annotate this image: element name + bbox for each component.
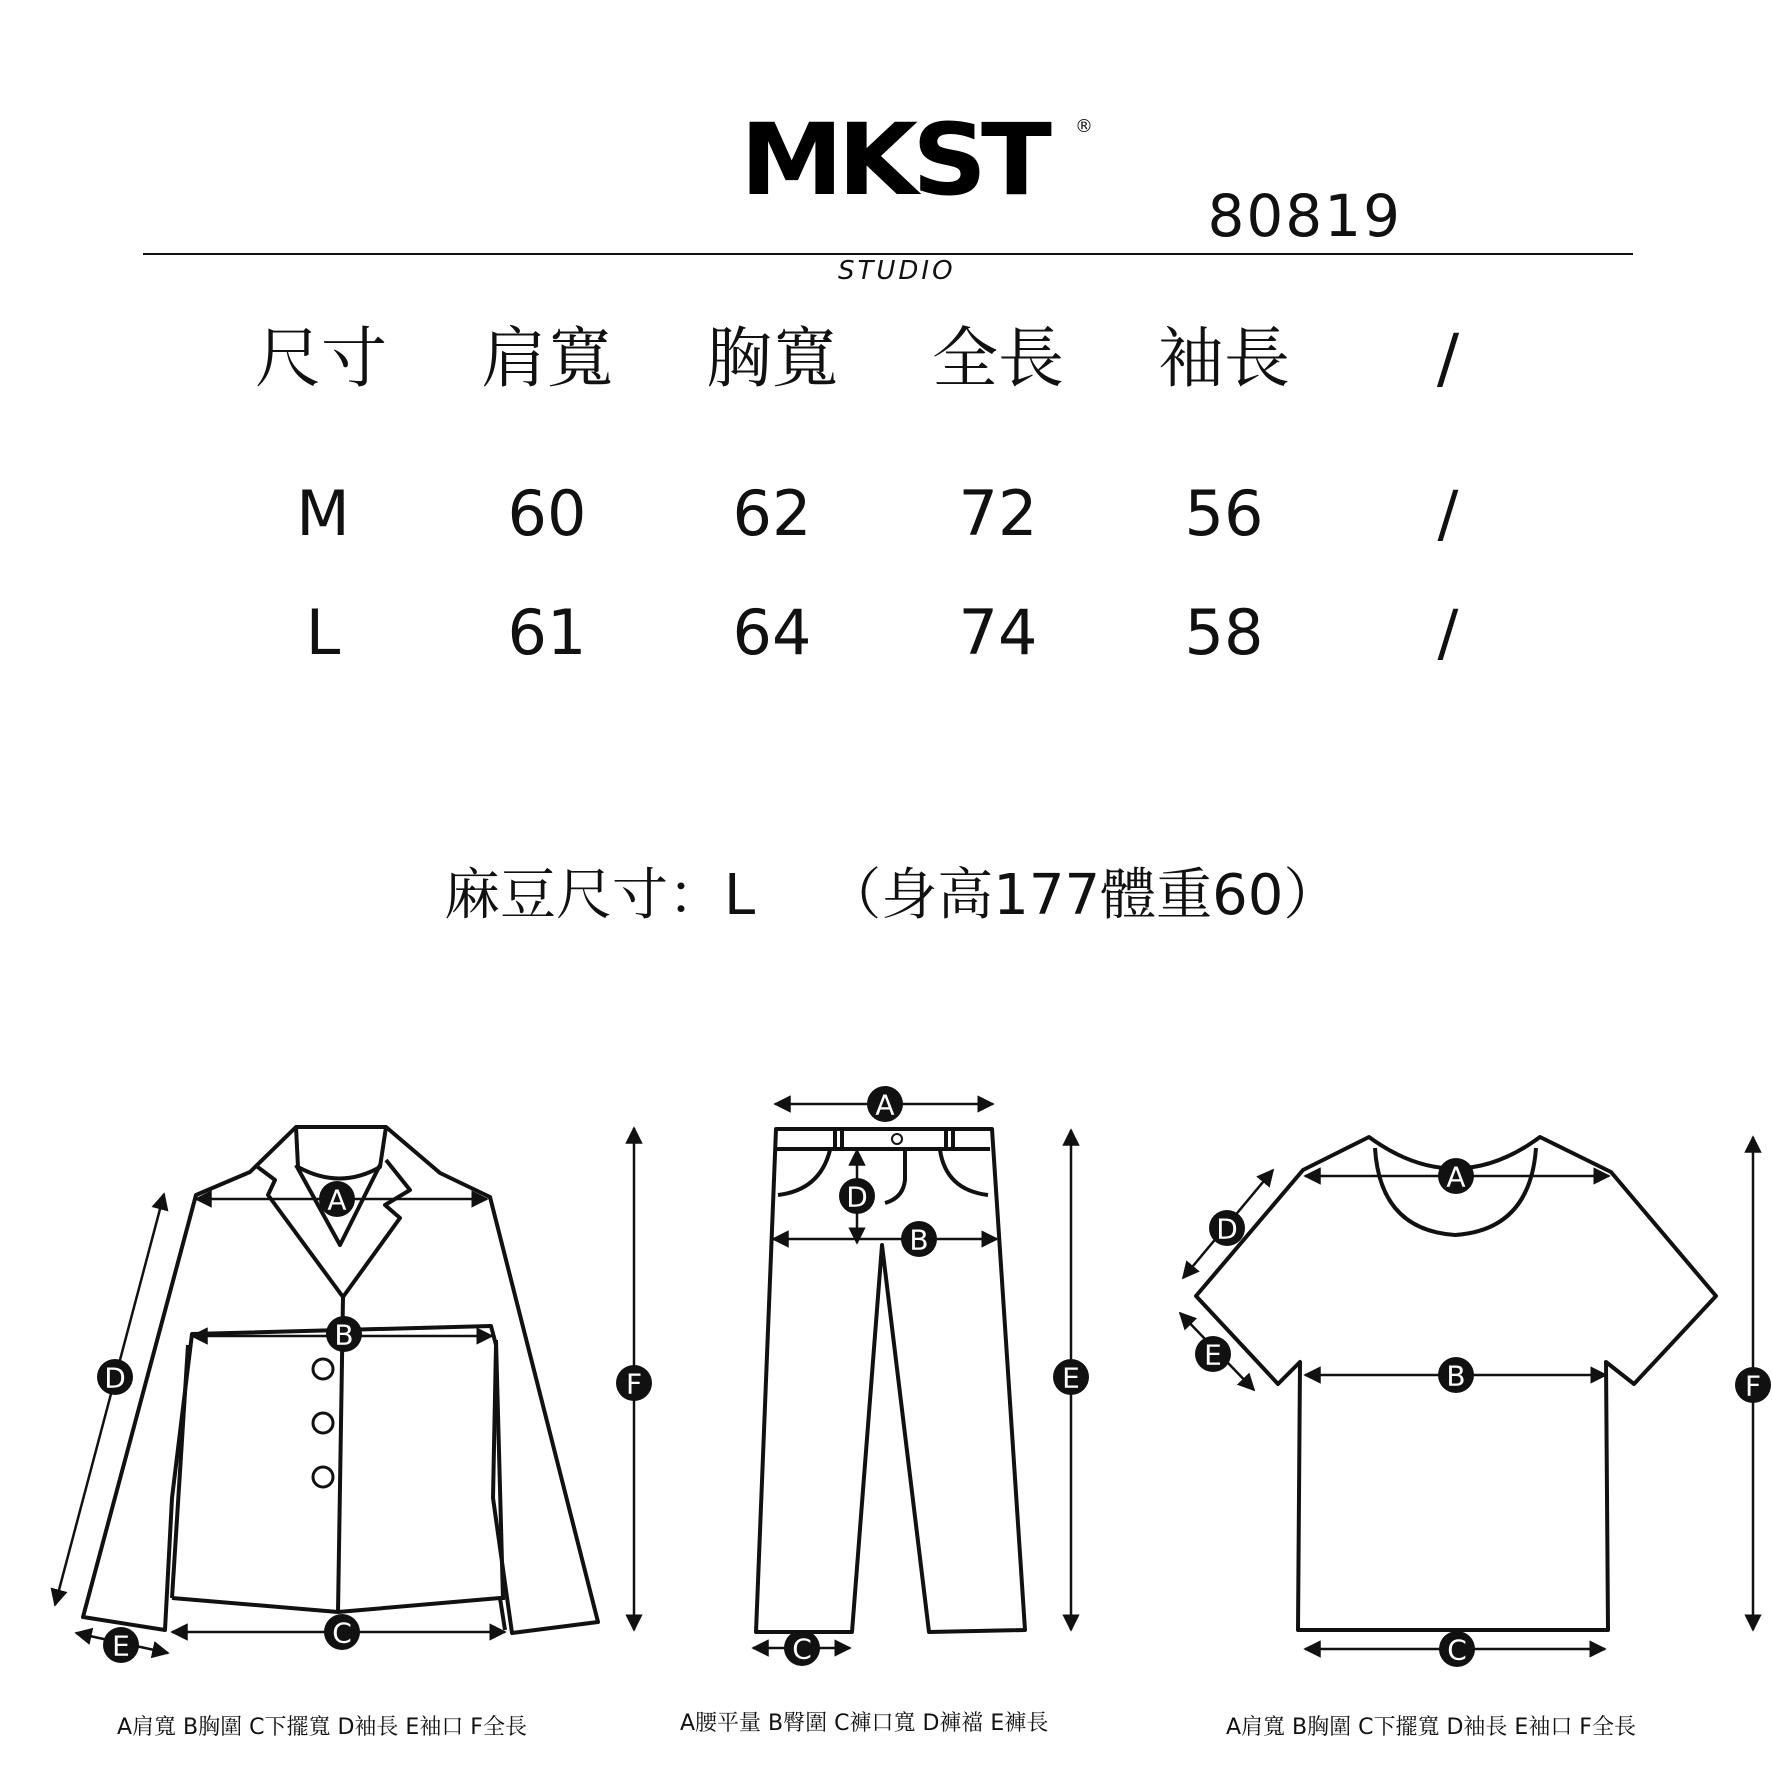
- tshirt-labels: [1195, 1158, 1771, 1667]
- pants-diagram: [756, 1129, 1025, 1632]
- label-letter: C: [1447, 1633, 1467, 1667]
- pants-labels: [784, 1086, 1089, 1666]
- label-letter: A: [875, 1088, 895, 1122]
- table-cell: 74: [958, 596, 1038, 669]
- button-icon: [313, 1467, 333, 1487]
- model-size-label: 麻豆尺寸：L: [444, 863, 756, 928]
- table-header-sleeve: 袖長: [1158, 320, 1290, 397]
- table-header-length: 全長: [932, 320, 1064, 397]
- table-cell: /: [1437, 596, 1459, 669]
- label-letter: A: [1446, 1160, 1466, 1194]
- table-cell: L: [305, 596, 341, 669]
- table-cell: M: [296, 477, 350, 550]
- table-cell: 60: [507, 477, 587, 550]
- tshirt-caption: A肩寬 B胸圍 C下擺寬 D袖長 E袖口 F全長: [1226, 1715, 1636, 1740]
- label-letter: E: [1204, 1338, 1222, 1372]
- table-cell: 64: [732, 596, 812, 669]
- jacket-caption: A肩寬 B胸圍 C下擺寬 D袖長 E袖口 F全長: [117, 1715, 527, 1740]
- registered-mark: ®: [1075, 116, 1093, 137]
- table-header-size: 尺寸: [255, 320, 387, 397]
- table-cell: /: [1437, 477, 1459, 550]
- logo-subtitle: STUDIO: [838, 256, 956, 286]
- pants-caption: A腰平量 B臀圍 C褲口寬 D褲襠 E褲長: [680, 1711, 1049, 1736]
- button-icon: [313, 1359, 333, 1379]
- label-letter: E: [1062, 1361, 1080, 1395]
- product-code: 80819: [1207, 182, 1402, 250]
- label-letter: F: [1744, 1369, 1762, 1403]
- table-cell: 62: [732, 477, 812, 550]
- label-letter: D: [104, 1361, 126, 1395]
- pants-outline: [756, 1129, 1025, 1632]
- label-letter: E: [112, 1629, 130, 1663]
- table-header-extra: /: [1436, 320, 1460, 397]
- model-body-details: （身高177體重60）: [825, 863, 1340, 928]
- logo-wordmark: MKST: [740, 102, 1046, 218]
- table-header-chest: 胸寬: [706, 320, 838, 397]
- pants-measurements: [753, 1104, 1071, 1648]
- label-letter: D: [1216, 1212, 1238, 1246]
- pants-button-icon: [892, 1134, 902, 1144]
- label-letter: B: [334, 1318, 354, 1352]
- pants-pocket-right: [940, 1150, 988, 1195]
- button-icon: [313, 1413, 333, 1433]
- label-letter: A: [327, 1183, 347, 1217]
- pants-fly: [885, 1150, 905, 1203]
- table-cell: 58: [1184, 596, 1264, 669]
- jacket-buttons: [313, 1359, 333, 1487]
- table-cell: 61: [507, 596, 587, 669]
- label-letter: B: [1446, 1359, 1466, 1393]
- label-letter: C: [332, 1616, 352, 1650]
- label-letter: C: [792, 1632, 812, 1666]
- table-header-shoulder: 肩寬: [481, 320, 613, 397]
- label-letter: F: [625, 1367, 643, 1401]
- label-letter: D: [846, 1180, 868, 1214]
- table-cell: 56: [1184, 477, 1264, 550]
- pants-pocket-left: [778, 1150, 830, 1195]
- label-letter: B: [909, 1223, 929, 1257]
- table-cell: 72: [958, 477, 1038, 550]
- jacket-collar: [296, 1127, 386, 1179]
